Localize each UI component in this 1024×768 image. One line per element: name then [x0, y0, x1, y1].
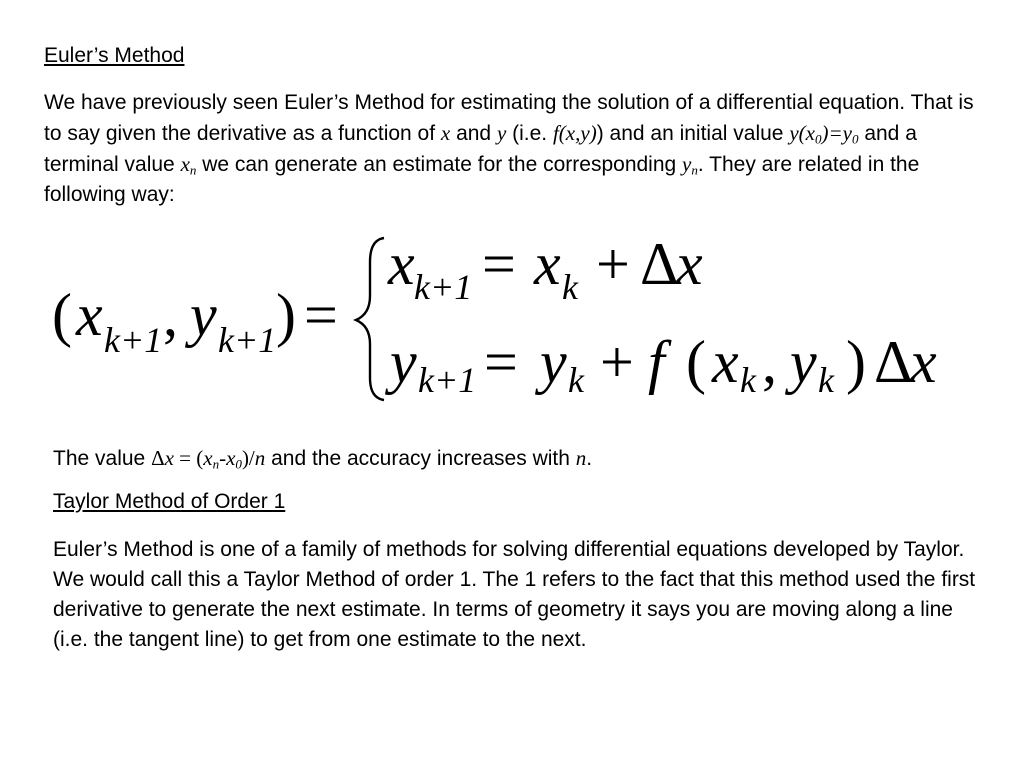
value-xn [203, 446, 219, 470]
value-minus: - [219, 446, 227, 470]
value-n2: n [575, 446, 587, 470]
function-fxy: f(x,y) [552, 121, 597, 145]
row2-yk: y [540, 329, 567, 395]
initial-value-a: y(x [789, 121, 815, 145]
row2-y-subscript: k+1 [418, 360, 477, 400]
lhs-x-subscript: k+1 [104, 320, 163, 360]
row1-x: x [388, 231, 415, 297]
terminal-value-xn [181, 152, 197, 176]
taylor-method-paragraph: Euler’s Method is one of a family of methods for solving differential equations developed by Taylor. We would call this a Taylor Method of order 1. The 1 refers to the fact that this method used the first derivative to generate the next estimate. In terms of geometry it says you are moving along a line (i.e. the tangent line) to get from one estimate to the next. [53, 538, 976, 651]
value-xn-sub: n [212, 456, 220, 472]
value-close-slash: )/ [241, 446, 255, 470]
estimate-yn [682, 152, 698, 176]
row2-equals: = [484, 329, 518, 395]
intro-text-1: We have previously seen Euler’s Method for estimating the solution of a differential equation. That is to say given the derivative as a function of [44, 91, 974, 145]
row2-close-paren: ) [846, 329, 866, 395]
left-curly-brace [356, 238, 384, 400]
initial-value-expression [789, 121, 858, 145]
lhs-x: x [76, 282, 103, 348]
euler-system-equation [0, 222, 1024, 412]
xn-sub: n [189, 162, 197, 178]
row2-plus: + [600, 329, 634, 395]
lhs-comma: , [163, 282, 178, 348]
value-n: n [254, 446, 266, 470]
row2-yk-subscript: k [568, 360, 584, 400]
row1-dx: x [676, 231, 703, 297]
initial-value-sub1: 0 [851, 131, 859, 147]
row2-y2-subscript: k [818, 360, 834, 400]
value-x0-sub: 0 [235, 456, 242, 472]
yn-base: y [682, 152, 692, 176]
intro-text-4: ) and an initial value [596, 122, 790, 145]
initial-value-b: )=y [821, 121, 852, 145]
lhs-y-subscript: k+1 [218, 320, 277, 360]
row1-x-subscript: k+1 [414, 267, 473, 307]
yn-sub: n [691, 162, 698, 178]
intro-text-5: and a terminal value [44, 122, 917, 176]
row2-dx: x [910, 329, 937, 395]
value-text-3: . [586, 447, 593, 470]
row2-open-paren: ( [686, 329, 706, 395]
euler-intro-paragraph [44, 88, 994, 210]
row2-f: f [648, 329, 665, 395]
value-text-2: and the accuracy increases with [265, 447, 576, 470]
row2-x: x [712, 329, 739, 395]
lhs-open-paren: ( [52, 282, 72, 348]
value-x0 [226, 446, 242, 470]
lhs-close-paren: ) [276, 282, 296, 348]
lhs-equals: = [304, 282, 338, 348]
var-y: y [496, 121, 507, 145]
row1-delta: Δ [640, 231, 679, 297]
delta-symbol: Δ [151, 446, 165, 470]
intro-text-2: and [450, 122, 497, 145]
row2-comma: , [762, 329, 777, 395]
row2-x-subscript: k [740, 360, 756, 400]
value-xn-base: x [203, 446, 213, 470]
var-x: x [440, 121, 451, 145]
delta-x-definition [53, 443, 1003, 474]
row1-xk: x [534, 231, 561, 297]
lhs-y: y [190, 282, 217, 348]
value-text-1: The value [53, 447, 152, 470]
row2-y2: y [790, 329, 817, 395]
section-heading-taylor-method: Taylor Method of Order 1 [53, 490, 286, 513]
row2-delta: Δ [874, 329, 913, 395]
intro-text-7: . They are related in the following way: [44, 153, 920, 206]
value-equals-open: = ( [173, 446, 204, 470]
delta-x-var: x [164, 446, 174, 470]
xn-base: x [180, 152, 190, 176]
value-x0-base: x [226, 446, 236, 470]
initial-value-sub0: 0 [814, 131, 822, 147]
row1-xk-subscript: k [562, 267, 578, 307]
intro-text-3: (i.e. [506, 122, 553, 145]
intro-text-6: we can generate an estimate for the corresponding [196, 153, 683, 176]
row1-equals: = [482, 231, 516, 297]
row1-plus: + [596, 231, 630, 297]
section-heading-eulers-method: Euler’s Method [44, 44, 185, 67]
row2-y: y [390, 329, 417, 395]
